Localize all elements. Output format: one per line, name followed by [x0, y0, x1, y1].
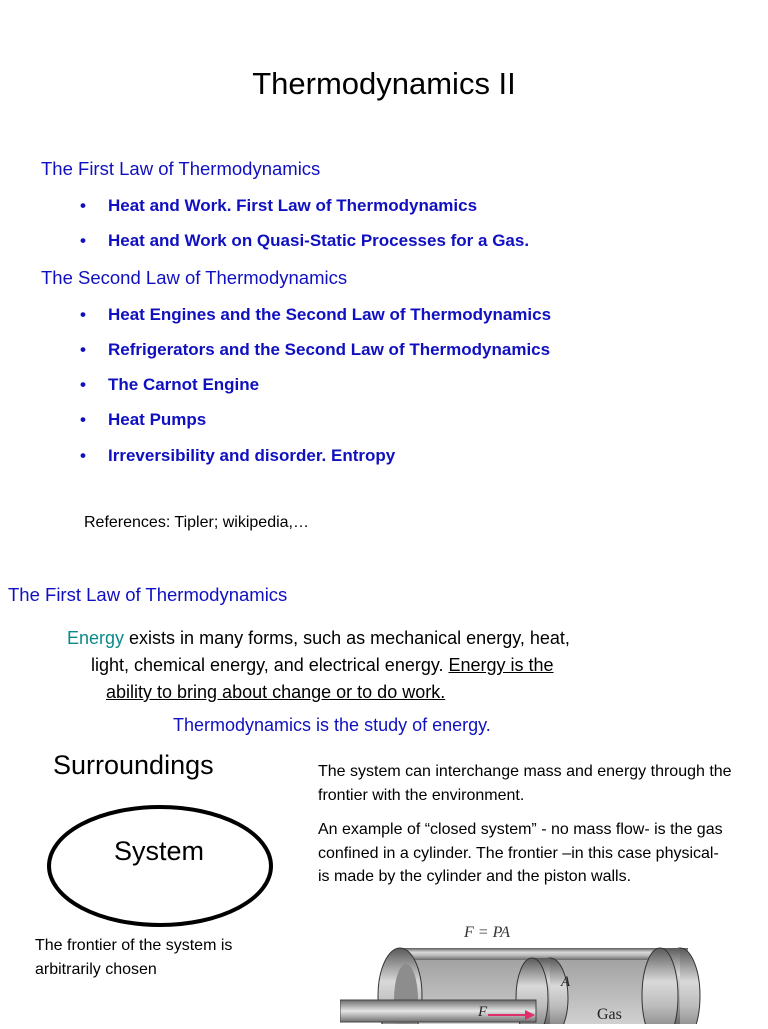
- energy-line-1-rest: exists in many forms, such as mechanical energy, heat,: [124, 628, 570, 648]
- cylinder-illustration: [340, 918, 720, 1024]
- outline-item: [80, 305, 552, 325]
- cylinder-figure: [340, 918, 720, 1024]
- surroundings-label: Surroundings: [53, 750, 214, 780]
- force-equation-label: F = PA: [464, 924, 511, 941]
- outline-item-label: Refrigerators and the Second Law of Thermodynamics: [108, 340, 551, 359]
- energy-definition-part1: Energy is the: [448, 655, 554, 675]
- outline-item: [80, 196, 478, 216]
- outline-item-label: Heat and Work. First Law of Thermodynamics: [108, 196, 478, 215]
- section-heading: The First Law of Thermodynamics: [8, 584, 288, 605]
- energy-line-2-plain: light, chemical energy, and electrical energy.: [91, 655, 449, 675]
- bullet-icon: •: [80, 196, 86, 215]
- closed-system-text: An example of “closed system” - no mass flow- is the gas confined in a cylinder. The frontier –in this case physical- is made by the cylinder and the piston walls.: [318, 821, 723, 885]
- outline-item: [80, 231, 530, 251]
- page-title: Thermodynamics II: [252, 66, 516, 101]
- frontier-note: The frontier of the system is arbitrarily chosen: [35, 937, 233, 978]
- outline-first-law-heading: The First Law of Thermodynamics: [41, 158, 321, 179]
- area-label: A: [561, 974, 571, 990]
- bullet-icon: •: [80, 410, 86, 429]
- bullet-icon: •: [80, 375, 86, 394]
- references: References: Tipler; wikipedia,…: [84, 514, 309, 531]
- energy-keyword: Energy: [67, 628, 125, 648]
- bullet-icon: •: [80, 446, 86, 465]
- outline-item-label: Heat and Work on Quasi-Static Processes for a Gas.: [108, 231, 530, 250]
- study-statement: Thermodynamics is the study of energy.: [173, 715, 491, 735]
- outline-item: [80, 446, 396, 466]
- energy-definition-part2: ability to bring about change or to do work.: [106, 682, 446, 702]
- outline-item-label: Heat Engines and the Second Law of Thermodynamics: [108, 305, 552, 324]
- gas-label: Gas: [597, 1006, 622, 1023]
- outline-item-label: Heat Pumps: [108, 410, 207, 429]
- energy-line-1: [67, 628, 570, 649]
- outline-item-label: The Carnot Engine: [108, 375, 260, 394]
- bullet-icon: •: [80, 305, 86, 324]
- system-interchange-text: The system can interchange mass and energy through the frontier with the environment.: [318, 763, 732, 804]
- outline-item: [80, 340, 551, 360]
- outline-item-label: Irreversibility and disorder. Entropy: [108, 446, 396, 465]
- bullet-icon: •: [80, 340, 86, 359]
- bullet-icon: •: [80, 231, 86, 250]
- outline-item: [80, 375, 260, 395]
- energy-line-2: [91, 655, 554, 676]
- outline-item: [80, 410, 207, 430]
- force-label: F: [478, 1004, 488, 1020]
- system-label: System: [114, 836, 205, 866]
- outline-second-law-heading: The Second Law of Thermodynamics: [41, 267, 348, 288]
